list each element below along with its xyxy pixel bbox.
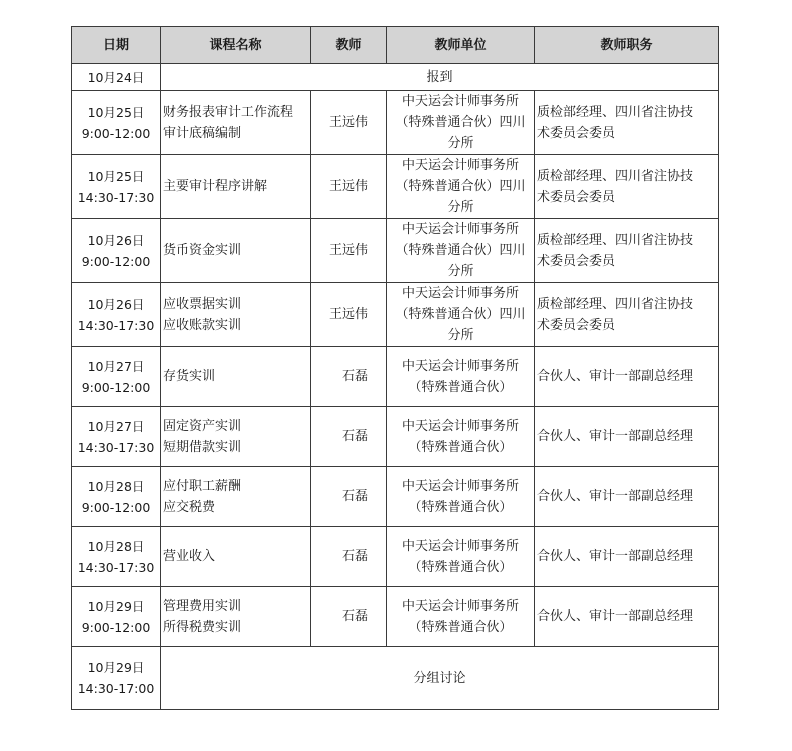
span-cell: 分组讨论 xyxy=(161,647,719,710)
unit-cell xyxy=(387,347,535,407)
duty-line: 质检部经理、四川省注协技 xyxy=(537,232,694,248)
teacher-cell: 石磊 xyxy=(311,407,387,467)
unit-line: 中天运会计师事务所 xyxy=(401,222,519,237)
unit-line: 中天运会计师事务所 xyxy=(401,598,519,614)
time-line: 14:30-17:00 xyxy=(77,681,155,696)
date-cell xyxy=(72,64,161,91)
course-line: 营业收入 xyxy=(163,549,216,564)
time-line: 14:30-17:30 xyxy=(77,559,155,575)
teacher-cell: 王远伟 xyxy=(311,155,387,219)
course-line: 应交税费 xyxy=(163,499,216,515)
schedule-table xyxy=(71,26,719,710)
course-cell xyxy=(161,527,311,587)
header-duty: 教师职务 xyxy=(535,27,719,64)
date-cell xyxy=(72,347,161,407)
unit-line: （特殊普通合伙） xyxy=(408,439,513,455)
time-line: 9:00-12:00 xyxy=(81,253,151,269)
date-cell xyxy=(72,155,161,219)
date-cell xyxy=(72,91,161,155)
course-line: 应付职工薪酬 xyxy=(163,478,242,494)
teacher-cell: 王远伟 xyxy=(311,91,387,155)
date-line: 10月29日 xyxy=(87,660,145,675)
span-cell: 报到 xyxy=(161,64,719,91)
teacher-cell: 王远伟 xyxy=(311,283,387,347)
table-row xyxy=(72,155,719,219)
teacher-cell: 石磊 xyxy=(311,587,387,647)
duty-cell xyxy=(535,347,719,407)
unit-cell xyxy=(387,155,535,219)
duty-line: 质检部经理、四川省注协技 xyxy=(537,296,694,312)
date-line: 10月26日 xyxy=(87,232,145,248)
course-line: 财务报表审计工作流程 xyxy=(163,104,294,120)
unit-line: 分所 xyxy=(447,264,474,279)
unit-line: （特殊普通合伙）四川 xyxy=(395,115,526,130)
duty-line: 合伙人、审计一部副总经理 xyxy=(537,489,694,504)
duty-cell xyxy=(535,527,719,587)
course-cell xyxy=(161,467,311,527)
unit-line: 分所 xyxy=(447,200,474,215)
duty-line: 合伙人、审计一部副总经理 xyxy=(537,429,694,444)
date-line: 10月28日 xyxy=(87,538,145,554)
duty-line: 术委员会委员 xyxy=(537,189,616,205)
course-line: 固定资产实训 xyxy=(163,418,242,434)
date-line: 10月24日 xyxy=(87,69,145,85)
date-cell xyxy=(72,219,161,283)
course-line: 短期借款实训 xyxy=(163,439,242,455)
table-row xyxy=(72,407,719,467)
unit-cell xyxy=(387,467,535,527)
table-row xyxy=(72,91,719,155)
unit-line: 分所 xyxy=(447,136,474,151)
time-line: 9:00-12:00 xyxy=(81,379,151,395)
time-line: 9:00-12:00 xyxy=(81,619,151,635)
course-cell xyxy=(161,587,311,647)
table-row xyxy=(72,347,719,407)
duty-cell xyxy=(535,587,719,647)
course-line: 审计底稿编制 xyxy=(163,125,242,141)
unit-line: 中天运会计师事务所 xyxy=(401,478,519,494)
unit-cell xyxy=(387,407,535,467)
duty-line: 术委员会委员 xyxy=(537,317,616,333)
unit-line: 中天运会计师事务所 xyxy=(401,94,519,109)
table-row xyxy=(72,527,719,587)
date-line: 10月28日 xyxy=(87,478,145,494)
unit-line: （特殊普通合伙）四川 xyxy=(395,307,526,322)
date-line: 10月26日 xyxy=(87,296,145,312)
date-cell xyxy=(72,467,161,527)
course-cell xyxy=(161,407,311,467)
unit-line: 中天运会计师事务所 xyxy=(401,286,519,301)
unit-line: 中天运会计师事务所 xyxy=(401,418,519,434)
unit-cell xyxy=(387,283,535,347)
date-cell xyxy=(72,587,161,647)
unit-line: 中天运会计师事务所 xyxy=(401,358,519,374)
duty-cell xyxy=(535,91,719,155)
duty-line: 质检部经理、四川省注协技 xyxy=(537,168,694,184)
course-line: 管理费用实训 xyxy=(163,598,242,614)
course-cell xyxy=(161,347,311,407)
unit-line: （特殊普通合伙）四川 xyxy=(395,179,526,194)
time-line: 14:30-17:30 xyxy=(77,189,155,205)
table-row xyxy=(72,219,719,283)
course-line: 存货实训 xyxy=(163,369,216,384)
course-line: 货币资金实训 xyxy=(163,243,242,258)
duty-line: 质检部经理、四川省注协技 xyxy=(537,104,694,120)
time-line: 9:00-12:00 xyxy=(81,499,151,515)
course-cell xyxy=(161,283,311,347)
date-cell xyxy=(72,647,161,710)
date-line: 10月27日 xyxy=(87,418,145,434)
course-cell xyxy=(161,219,311,283)
time-line: 9:00-12:00 xyxy=(81,125,151,141)
teacher-cell: 石磊 xyxy=(311,527,387,587)
table-row xyxy=(72,283,719,347)
unit-line: 中天运会计师事务所 xyxy=(401,158,519,173)
header-row xyxy=(72,27,719,64)
duty-cell xyxy=(535,219,719,283)
table-row xyxy=(72,587,719,647)
header-unit: 教师单位 xyxy=(387,27,535,64)
table-row xyxy=(72,647,719,710)
teacher-cell: 石磊 xyxy=(311,347,387,407)
course-line: 应收票据实训 xyxy=(163,296,242,312)
duty-line: 合伙人、审计一部副总经理 xyxy=(537,549,694,564)
course-cell xyxy=(161,155,311,219)
duty-cell xyxy=(535,407,719,467)
unit-cell xyxy=(387,91,535,155)
date-cell xyxy=(72,283,161,347)
course-cell xyxy=(161,91,311,155)
time-line: 14:30-17:30 xyxy=(77,317,155,333)
course-line: 主要审计程序讲解 xyxy=(163,179,268,194)
header-teacher: 教师 xyxy=(311,27,387,64)
teacher-cell: 王远伟 xyxy=(311,219,387,283)
date-line: 10月25日 xyxy=(87,168,145,184)
table-row xyxy=(72,467,719,527)
unit-line: （特殊普通合伙）四川 xyxy=(395,243,526,258)
date-cell xyxy=(72,527,161,587)
duty-cell xyxy=(535,155,719,219)
date-line: 10月29日 xyxy=(87,598,145,614)
unit-line: （特殊普通合伙） xyxy=(408,499,513,515)
date-line: 10月27日 xyxy=(87,358,145,374)
table-row xyxy=(72,64,719,91)
time-line: 14:30-17:30 xyxy=(77,439,155,455)
teacher-cell: 石磊 xyxy=(311,467,387,527)
duty-line: 术委员会委员 xyxy=(537,125,616,141)
unit-line: 分所 xyxy=(447,328,474,343)
date-line: 10月25日 xyxy=(87,104,145,120)
unit-line: （特殊普通合伙） xyxy=(408,619,513,635)
unit-line: （特殊普通合伙） xyxy=(408,559,513,575)
unit-cell xyxy=(387,587,535,647)
unit-line: 中天运会计师事务所 xyxy=(401,538,519,554)
header-date: 日期 xyxy=(72,27,161,64)
header-course: 课程名称 xyxy=(161,27,311,64)
date-cell xyxy=(72,407,161,467)
unit-cell xyxy=(387,219,535,283)
course-line: 应收账款实训 xyxy=(163,317,242,333)
unit-cell xyxy=(387,527,535,587)
duty-line: 合伙人、审计一部副总经理 xyxy=(537,369,694,384)
duty-cell xyxy=(535,467,719,527)
duty-cell xyxy=(535,283,719,347)
unit-line: （特殊普通合伙） xyxy=(408,379,513,395)
duty-line: 合伙人、审计一部副总经理 xyxy=(537,609,694,624)
duty-line: 术委员会委员 xyxy=(537,253,616,269)
course-line: 所得税费实训 xyxy=(163,619,242,635)
